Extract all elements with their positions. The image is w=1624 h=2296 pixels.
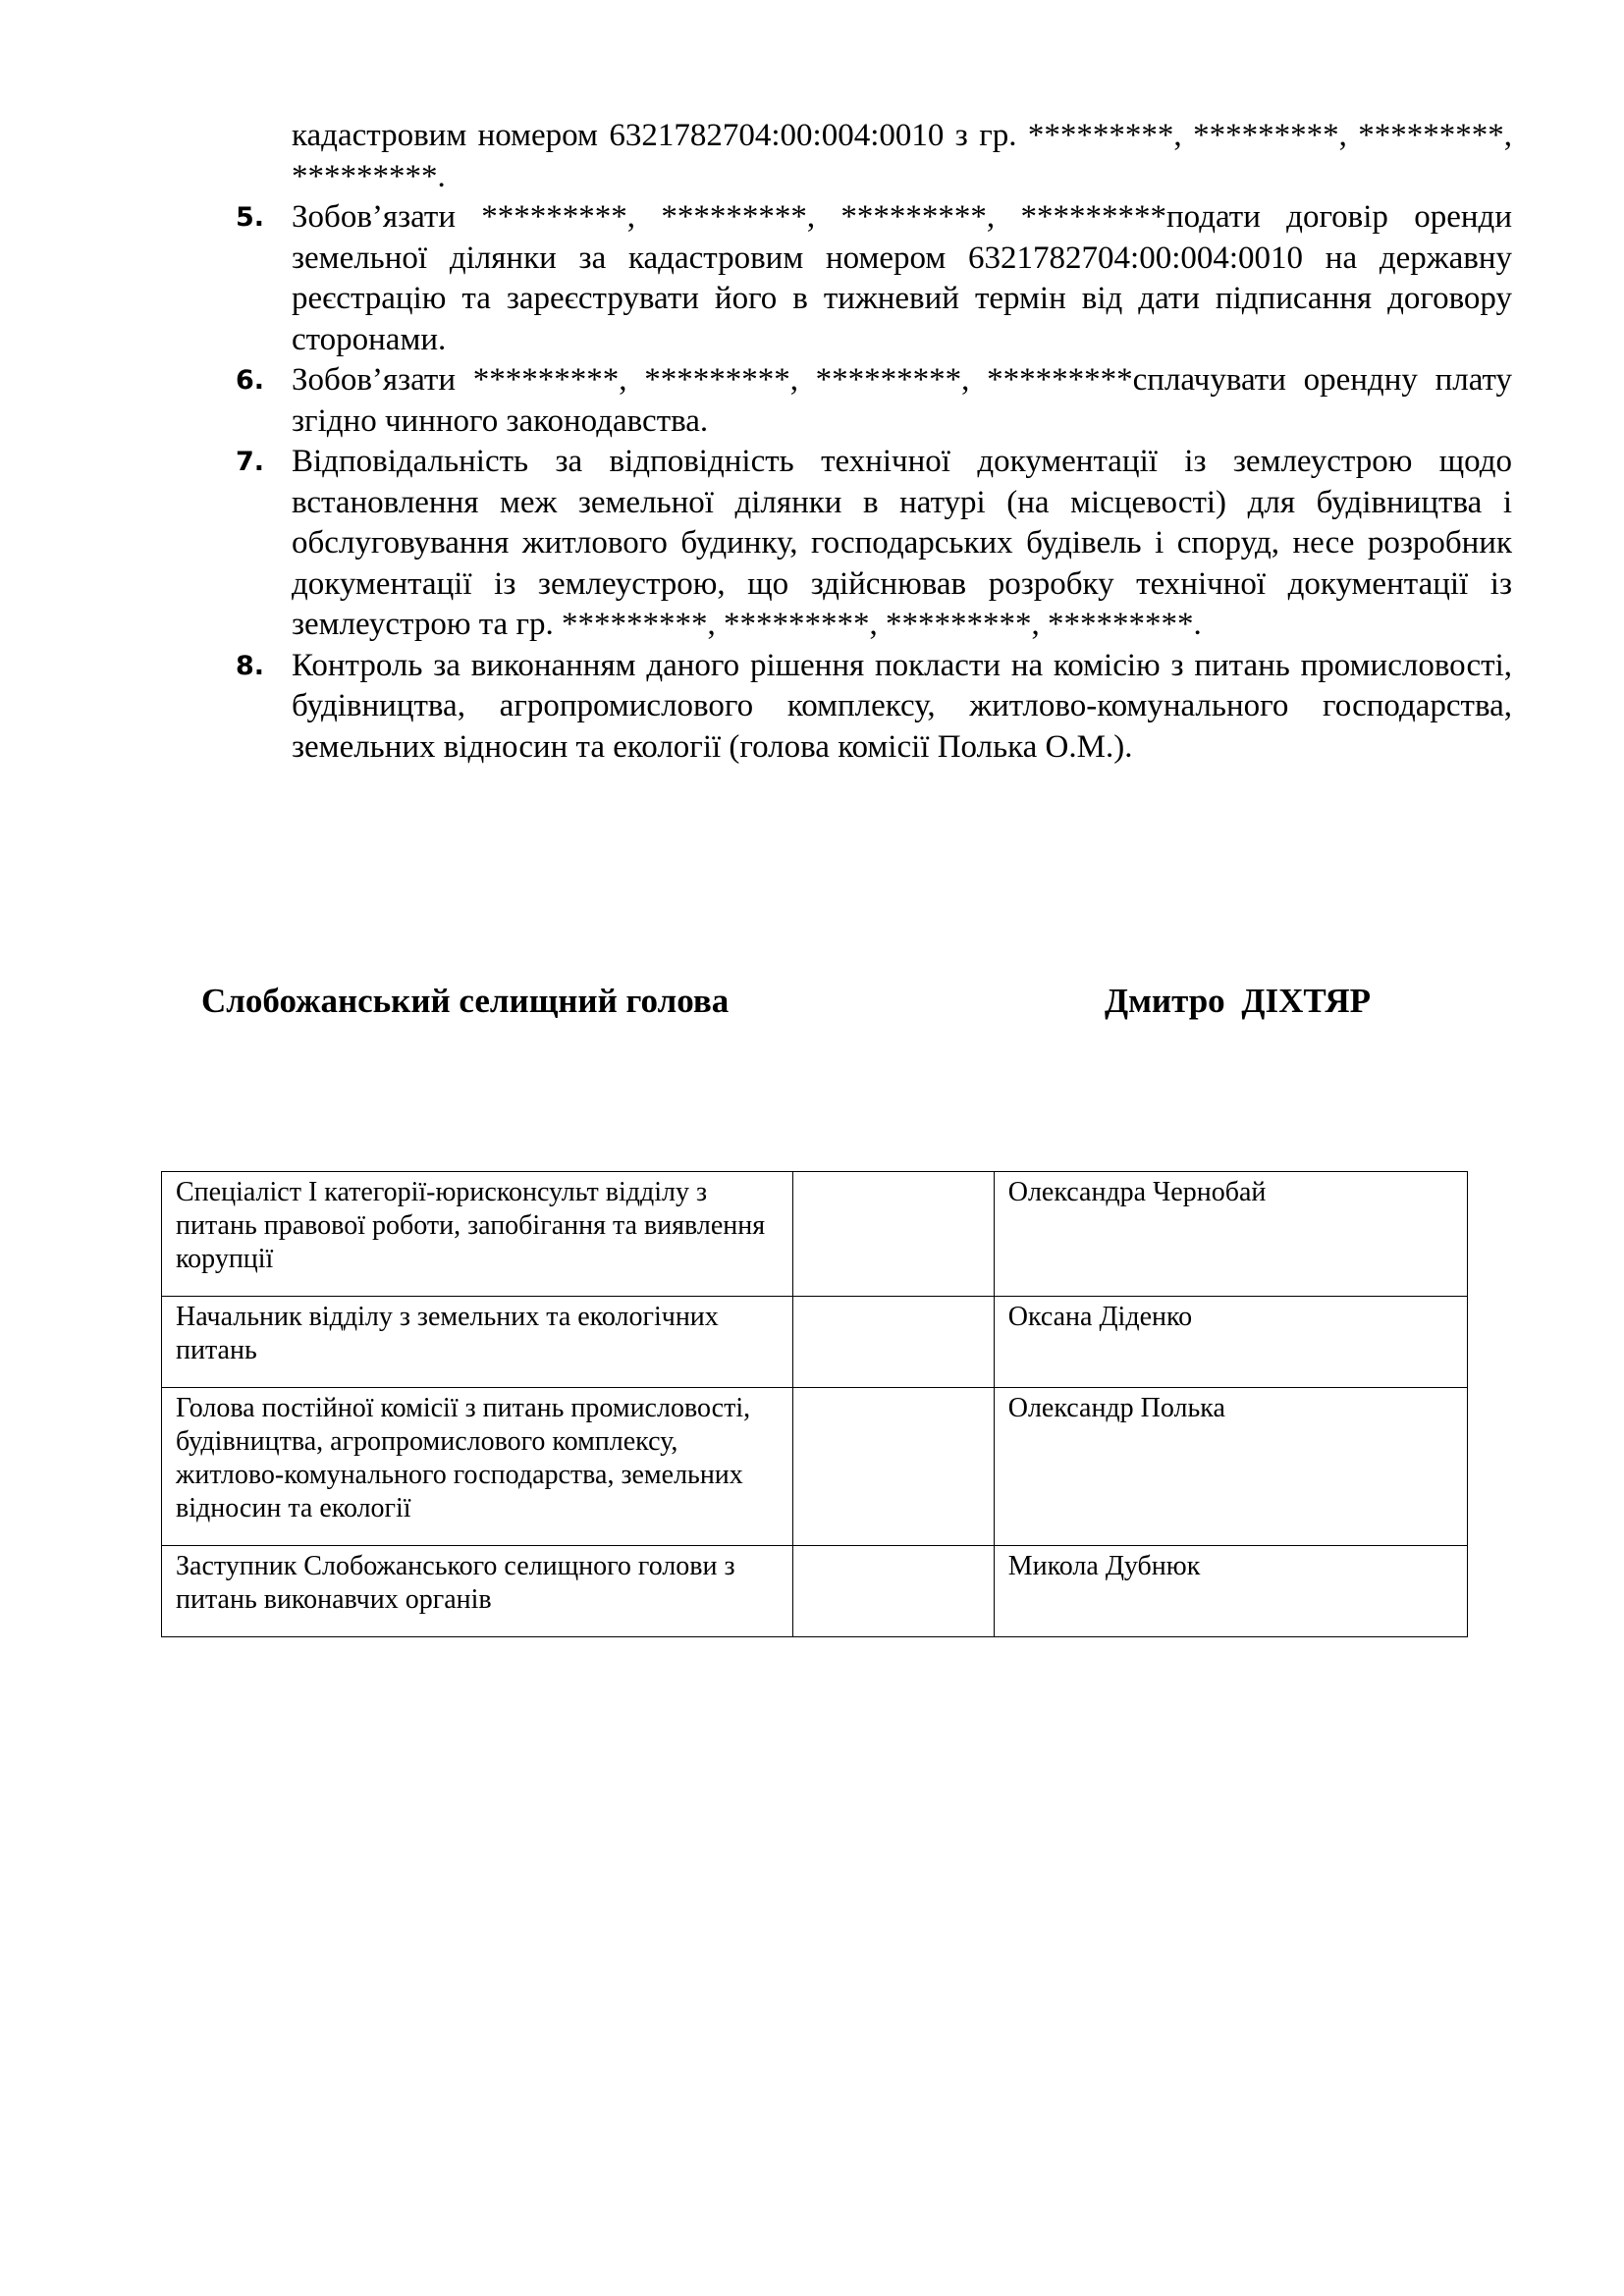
- approval-table: [161, 1171, 1468, 1637]
- role-cell: Заступник Слобожанського селищного голови з питань виконавчих органів: [162, 1546, 793, 1637]
- list-item: [236, 197, 1512, 360]
- item-number: 6.: [236, 365, 265, 396]
- name-cell: Оксана Діденко: [994, 1297, 1467, 1388]
- table-row: [162, 1297, 1468, 1388]
- table-row: [162, 1546, 1468, 1637]
- list-item: [236, 646, 1512, 769]
- continuation-text: кадастровим номером 6321782704:00:004:0010 з гр. *********, *********, *********, *********.: [292, 118, 1512, 194]
- signature-cell: [792, 1546, 994, 1637]
- signature-cell: [792, 1388, 994, 1546]
- name-cell: Олександр Полька: [994, 1388, 1467, 1546]
- item-text: Зобов’язати *********, *********, *********, *********подати договір оренди земельної ділянки за кадастровим номером 6321782704:00:004:0010 на державну реєстрацію та зареєструвати його в тижневий термін від дати підписання договору сторонами.: [292, 199, 1512, 357]
- list-item: [236, 442, 1512, 646]
- table-row: [162, 1172, 1468, 1297]
- signature-cell: [792, 1172, 994, 1297]
- signatory-title: Слобожанський селищний голова: [201, 982, 730, 1020]
- item-number: 7.: [236, 447, 265, 477]
- signatory-name: Дмитро ДІХТЯР: [1105, 982, 1372, 1020]
- role-cell: Начальник відділу з земельних та екологічних питань: [162, 1297, 793, 1388]
- item-number: 5.: [236, 202, 265, 233]
- item-text: Відповідальність за відповідність технічної документації із землеустрою щодо встановлення меж земельної ділянки в натурі (на місцевості) для будівництва і обслуговування житлового будинку, господарських будівель і споруд, несе розробник документації із землеустрою, що здійснював розробку технічної документації із землеустрою та гр. *********, *********, *********, *********.: [292, 444, 1512, 642]
- role-cell: Спеціаліст І категорії-юрисконсульт відділу з питань правової роботи, запобігання та виявлення корупції: [162, 1172, 793, 1297]
- role-cell: Голова постійної комісії з питань промисловості, будівництва, агропромислового комплексу, житлово-комунального господарства, земельних відносин та екології: [162, 1388, 793, 1546]
- signature-cell: [792, 1297, 994, 1388]
- table-row: [162, 1388, 1468, 1546]
- list-item: [236, 360, 1512, 442]
- name-cell: Олександра Чернобай: [994, 1172, 1467, 1297]
- item-text: Контроль за виконанням даного рішення покласти на комісію з питань промисловості, будівництва, агропромислового комплексу, житлово-комунального господарства, земельних відносин та екології (голова комісії Полька О.М.).: [292, 647, 1512, 765]
- item-text: Зобов’язати *********, *********, *********, *********сплачувати орендну плату згідно чинного законодавства.: [292, 362, 1512, 439]
- item-number: 8.: [236, 650, 265, 681]
- continuation-paragraph: [236, 116, 1512, 197]
- name-cell: Микола Дубнюк: [994, 1546, 1467, 1637]
- decision-body: [236, 116, 1512, 768]
